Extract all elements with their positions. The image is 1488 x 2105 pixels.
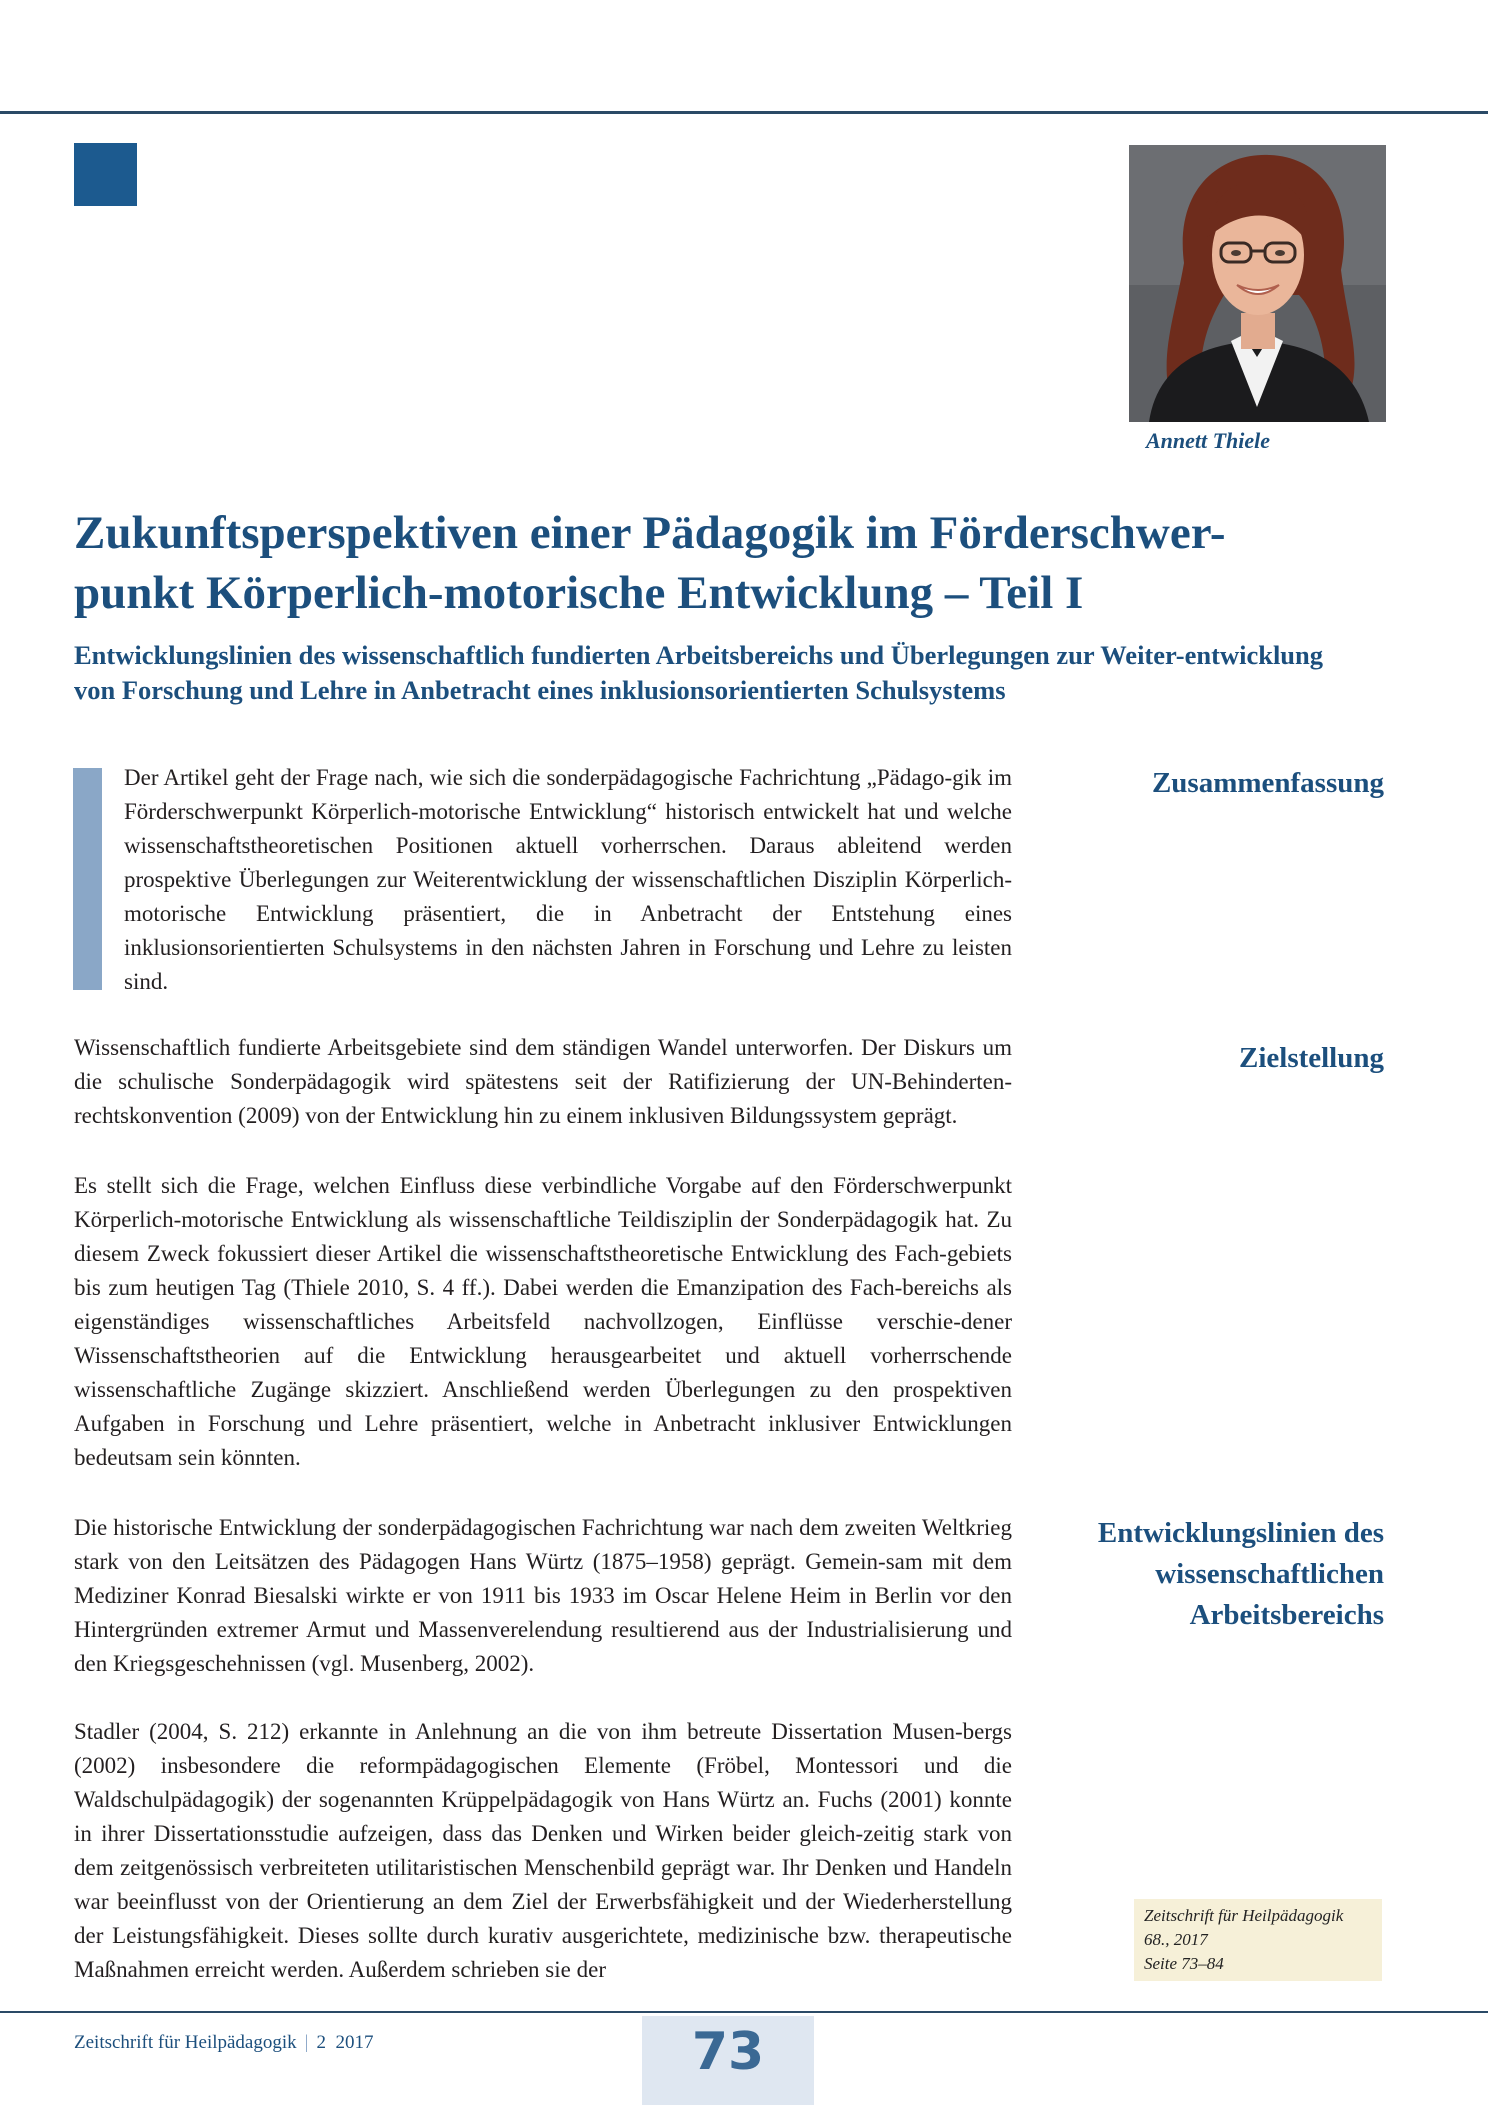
section-heading-zielstellung: Zielstellung [1238,1042,1384,1074]
citation-box [1134,1899,1382,1981]
abstract-marker-bar [73,768,102,990]
footer-year: 2017 [335,2032,374,2053]
page-number-box [642,2016,814,2105]
citation-volume: 68., 2017 [1144,1930,1208,1949]
abstract-text: Der Artikel geht der Frage nach, wie sich die sonderpädagogische Fachrichtung „Pädago-gik im Förderschwerpunkt Körperlich-motorische Entwicklung“ historisch entwickelt hat und welche wissenschaftstheoretischen Positionen aktuell vorherrschen. Daraus ableitend werden prospektive Überlegungen zur Weiterentwicklung der wissenschaftlichen Disziplin Körperlich-motorische Entwicklung präsentiert, die in Anbetracht der Entstehung eines inklusionsorientierten Schulsystems in den nächsten Jahren in Forschung und Lehre zu leisten sind. [124,765,1012,994]
author-name: Annett Thiele [1145,428,1270,453]
article-title: Zukunftsperspektiven einer Pädagogik im Förderschwer-punkt Körperlich-motorische Entwicklung – Teil I [74,507,1226,619]
body-paragraph: Wissenschaftlich fundierte Arbeitsgebiete sind dem ständigen Wandel unterworfen. Der Diskurs um die schulische Sonderpädagogik wird spätestens seit der Ratifizierung der UN-Behinderten-rechtskonvention (2009) von der Entwicklung hin zu einem inklusiven Bildungssystem geprägt. [74,1035,1012,1128]
section-heading-entwicklungslinien: Entwicklungslinien des wissenschaftlichen Arbeitsbereichs [1097,1517,1384,1631]
footer-journal-name: Zeitschrift für Heilpädagogik [74,2032,297,2053]
footer-separator: | [304,2032,309,2053]
body-paragraph: Die historische Entwicklung der sonderpädagogischen Fachrichtung war nach dem zweiten Weltkrieg stark von den Leitsätzen des Pädagogen Hans Würtz (1875–1958) geprägt. Gemein-sam mit dem Mediziner Konrad Biesalski wirkte er von 1911 bis 1933 im Oscar Helene Heim in Berlin vor den Hintergründen extremer Armut und Massenverelendung resultierend aus der Industrialisierung und den Kriegsgeschehnissen (vgl. Musenberg, 2002). [74,1515,1012,1676]
footer-rule [0,2011,1488,2013]
citation-journal: Zeitschrift für Heilpädagogik [1144,1906,1344,1925]
body-paragraph: Stadler (2004, S. 212) erkannte in Anlehnung an die von ihm betreute Dissertation Musen-bergs (2002) insbesondere die reformpädagogischen Elemente (Fröbel, Montessori und die Waldschulpädagogik) der sogenannten Krüppelpädagogik von Hans Würtz an. Fuchs (2001) konnte in ihrer Dissertationsstudie aufzeigen, dass das Denken und Wirken beider gleich-zeitig stark von dem zeitgenössisch verbreiteten utilitaristischen Menschenbild geprägt war. Ihr Denken und Handeln war beeinflusst von der Orientierung an dem Ziel der Erwerbsfähigkeit und der Wiederherstellung der Leistungsfähigkeit. Dieses sollte durch kurativ ausgerichtete, medizinische bzw. therapeutische Maßnahmen erreicht werden. Außerdem schrieben sie der [74,1719,1012,1982]
footer-journal-info [74,2032,373,2054]
page-number: 73 [691,2022,765,2082]
article-subtitle: Entwicklungslinien des wissenschaftlich fundierten Arbeitsbereichs und Überlegungen zur Weiter-entwicklung von Forschung und Lehre in Anbetracht eines inklusionsorientierten Schulsystems [74,640,1324,705]
decorative-square [74,143,137,206]
footer-issue: 2 [316,2032,326,2053]
body-paragraph: Es stellt sich die Frage, welchen Einfluss diese verbindliche Vorgabe auf den Förderschwerpunkt Körperlich-motorische Entwicklung als wissenschaftliche Teildisziplin der Sonderpädagogik hat. Zu diesem Zweck fokussiert dieser Artikel die wissenschaftstheoretische Entwicklung des Fach-gebiets bis zum heutigen Tag (Thiele 2010, S. 4 ff.). Dabei werden die Emanzipation des Fach-bereichs als eigenständiges wissenschaftliches Arbeitsfeld nachvollzogen, Einflüsse verschie-dener Wissenschaftstheorien auf die Entwicklung herausgearbeitet und aktuell vorherrschende wissenschaftliche Zugänge skizziert. Anschließend werden Überlegungen zu den prospektiven Aufgaben in Forschung und Lehre präsentiert, welche in Anbetracht inklusiver Entwicklungen bedeutsam sein könnten. [74,1173,1012,1470]
header-rule [0,111,1488,114]
section-heading-zusammenfassung: Zusammenfassung [1151,767,1384,799]
author-photo [1129,145,1386,422]
citation-pages: Seite 73–84 [1144,1954,1224,1973]
